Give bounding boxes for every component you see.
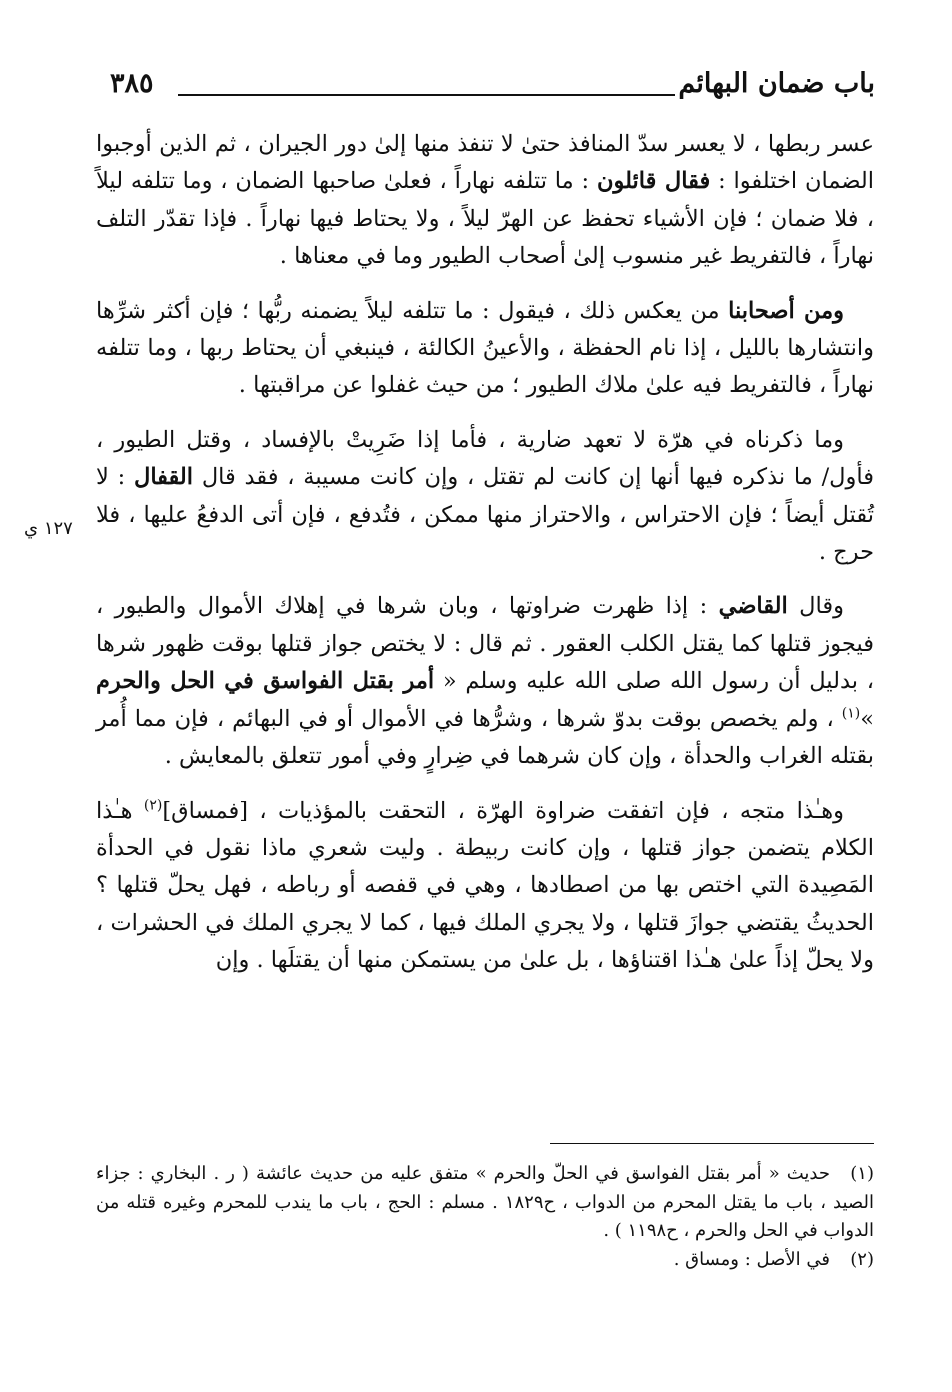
footnote-marker: (١) — [841, 705, 861, 722]
bold-term: القاضي — [718, 593, 788, 620]
main-text — [96, 126, 874, 997]
paragraph-text: » — [860, 705, 874, 732]
margin-page-reference: ١٢٧ ي — [24, 518, 73, 539]
hadith-quote: أمر بقتل الفواسق في الحل والحرم — [96, 668, 435, 695]
paragraph-3 — [96, 422, 874, 572]
paragraph-text: عسر ربطها ، لا يعسر سدّ المنافذ حتىٰ لا تنفذ منها إلىٰ دور الجيران ، ثم الذين أوجبوا الضمان اختلفوا : — [96, 131, 874, 195]
bold-term: القفال — [133, 464, 194, 491]
page-number: ٣٨٥ — [110, 68, 154, 99]
footnote-2 — [96, 1246, 874, 1275]
paragraph-4 — [96, 588, 874, 775]
bold-term: فقال قائلون — [596, 168, 711, 195]
paragraph-text: : ما تتلفه نهاراً ، فعلىٰ صاحبها الضمان ، وما تتلفه ليلاً ، فلا ضمان ؛ فإن الأشياء تحفظ عن الهرّ ليلاً ، ولا يحتاط فيها نهاراً . فإذا تقدّر التلف نهاراً ، فالتفريط غير منسوب إلىٰ أصحاب الطيور وما في معناها . — [96, 168, 874, 270]
paragraph-text: وما ذكرناه في هرّة لا تعهد ضارية ، فأما إذا ضَرِيتْ بالإفساد ، وقتل الطيور ، فأول/ ما نذكره فيها أنها إن كانت لم تقتل ، وإن كانت مسيبة ، فقد قال — [96, 426, 874, 491]
paragraph-text: : إذا ظهرت ضراوتها ، وبان شرها في إهلاك الأموال والطيور ، فيجوز قتلها كما يقتل الكلب العقور . ثم قال : لا يختص جواز قتلها بوقت ظهور شرها ، بدليل أن رسول الله صلى الله عليه وسلم « — [96, 593, 875, 695]
header-rule — [178, 94, 675, 96]
footnotes — [96, 1160, 874, 1274]
footnote-text: في الأصل : ومساق . — [673, 1248, 830, 1270]
paragraph-text: ، ولم يخصص بوقت بدوّ شرها ، وشرُّها في الأموال أو في البهائم ، فإن مما أُمر بقتله الغراب والحدأة ، وإن كان شرهما في ضِرارٍ وفي أمور تتعلق بالمعايش . — [96, 705, 874, 770]
paragraph-text: وقال — [787, 593, 845, 620]
paragraph-1 — [96, 126, 874, 276]
footnote-number: (٢) — [850, 1248, 874, 1270]
paragraph-2 — [96, 293, 874, 405]
paragraph-text: وهـٰذا متجه ، فإن اتفقت ضراوة الهرّة ، التحقت بالمؤذيات ، [فمساق] — [162, 797, 845, 824]
footnote-marker: (٢) — [143, 797, 163, 813]
footnote-rule — [550, 1143, 874, 1144]
page-header — [100, 68, 875, 118]
chapter-title: باب ضمان البهائم — [678, 68, 875, 99]
paragraph-text: هـٰذا الكلام يتضمن جواز قتلها ، وإن كانت ربيطة . وليت شعري ماذا نقول في الحدأة المَصِيدة التي اختص بها من اصطادها ، وهي في قفصه أو رباطه ، فهل يحلّ قتلها ؟ الحديثُ يقتضي جوازَ قتلها ، ولا يجري الملك فيها ، كما لا يجري الملك في الحشرات ، ولا يحلّ إذاً علىٰ هـٰذا اقتناؤها ، بل علىٰ من يستمكن منها أن يقتلَها . وإن — [96, 797, 874, 974]
footnote-1 — [96, 1160, 874, 1246]
footnote-number: (١) — [850, 1163, 874, 1184]
paragraph-5 — [96, 793, 874, 980]
footnote-text: حديث « أمر بقتل الفواسق في الحلّ والحرم » متفق عليه من حديث عائشة ( ر . البخاري : جزاء الصيد ، باب ما يقتل المحرم من الدواب ، ح١٨٢٩ . مسلم : الحج ، باب ما يندب للمحرم وغيره قتله من الدواب في الحل والحرم ، ح١١٩٨ ) . — [96, 1163, 874, 1241]
bold-term: ومن أصحابنا — [728, 297, 844, 324]
paragraph-text: : لا تُقتل أيضاً ؛ فإن الاحتراس ، والاحتراز منها ممكن ، فتُدفع ، فإن أتى الدفعُ عليها ، فلا حرج . — [96, 464, 874, 566]
paragraph-text: من يعكس ذلك ، فيقول : ما تتلفه ليلاً يضمنه ربُّها ؛ فإن أكثر شرِّها وانتشارها بالليل ، إذا نام الحفظة ، والأعينُ الكالئة ، فينبغي أن يحتاط ربها ، وما تتلفه نهاراً ، فالتفريط فيه علىٰ ملاك الطيور ؛ من حيث غفلوا عن مراقبتها . — [96, 297, 874, 399]
